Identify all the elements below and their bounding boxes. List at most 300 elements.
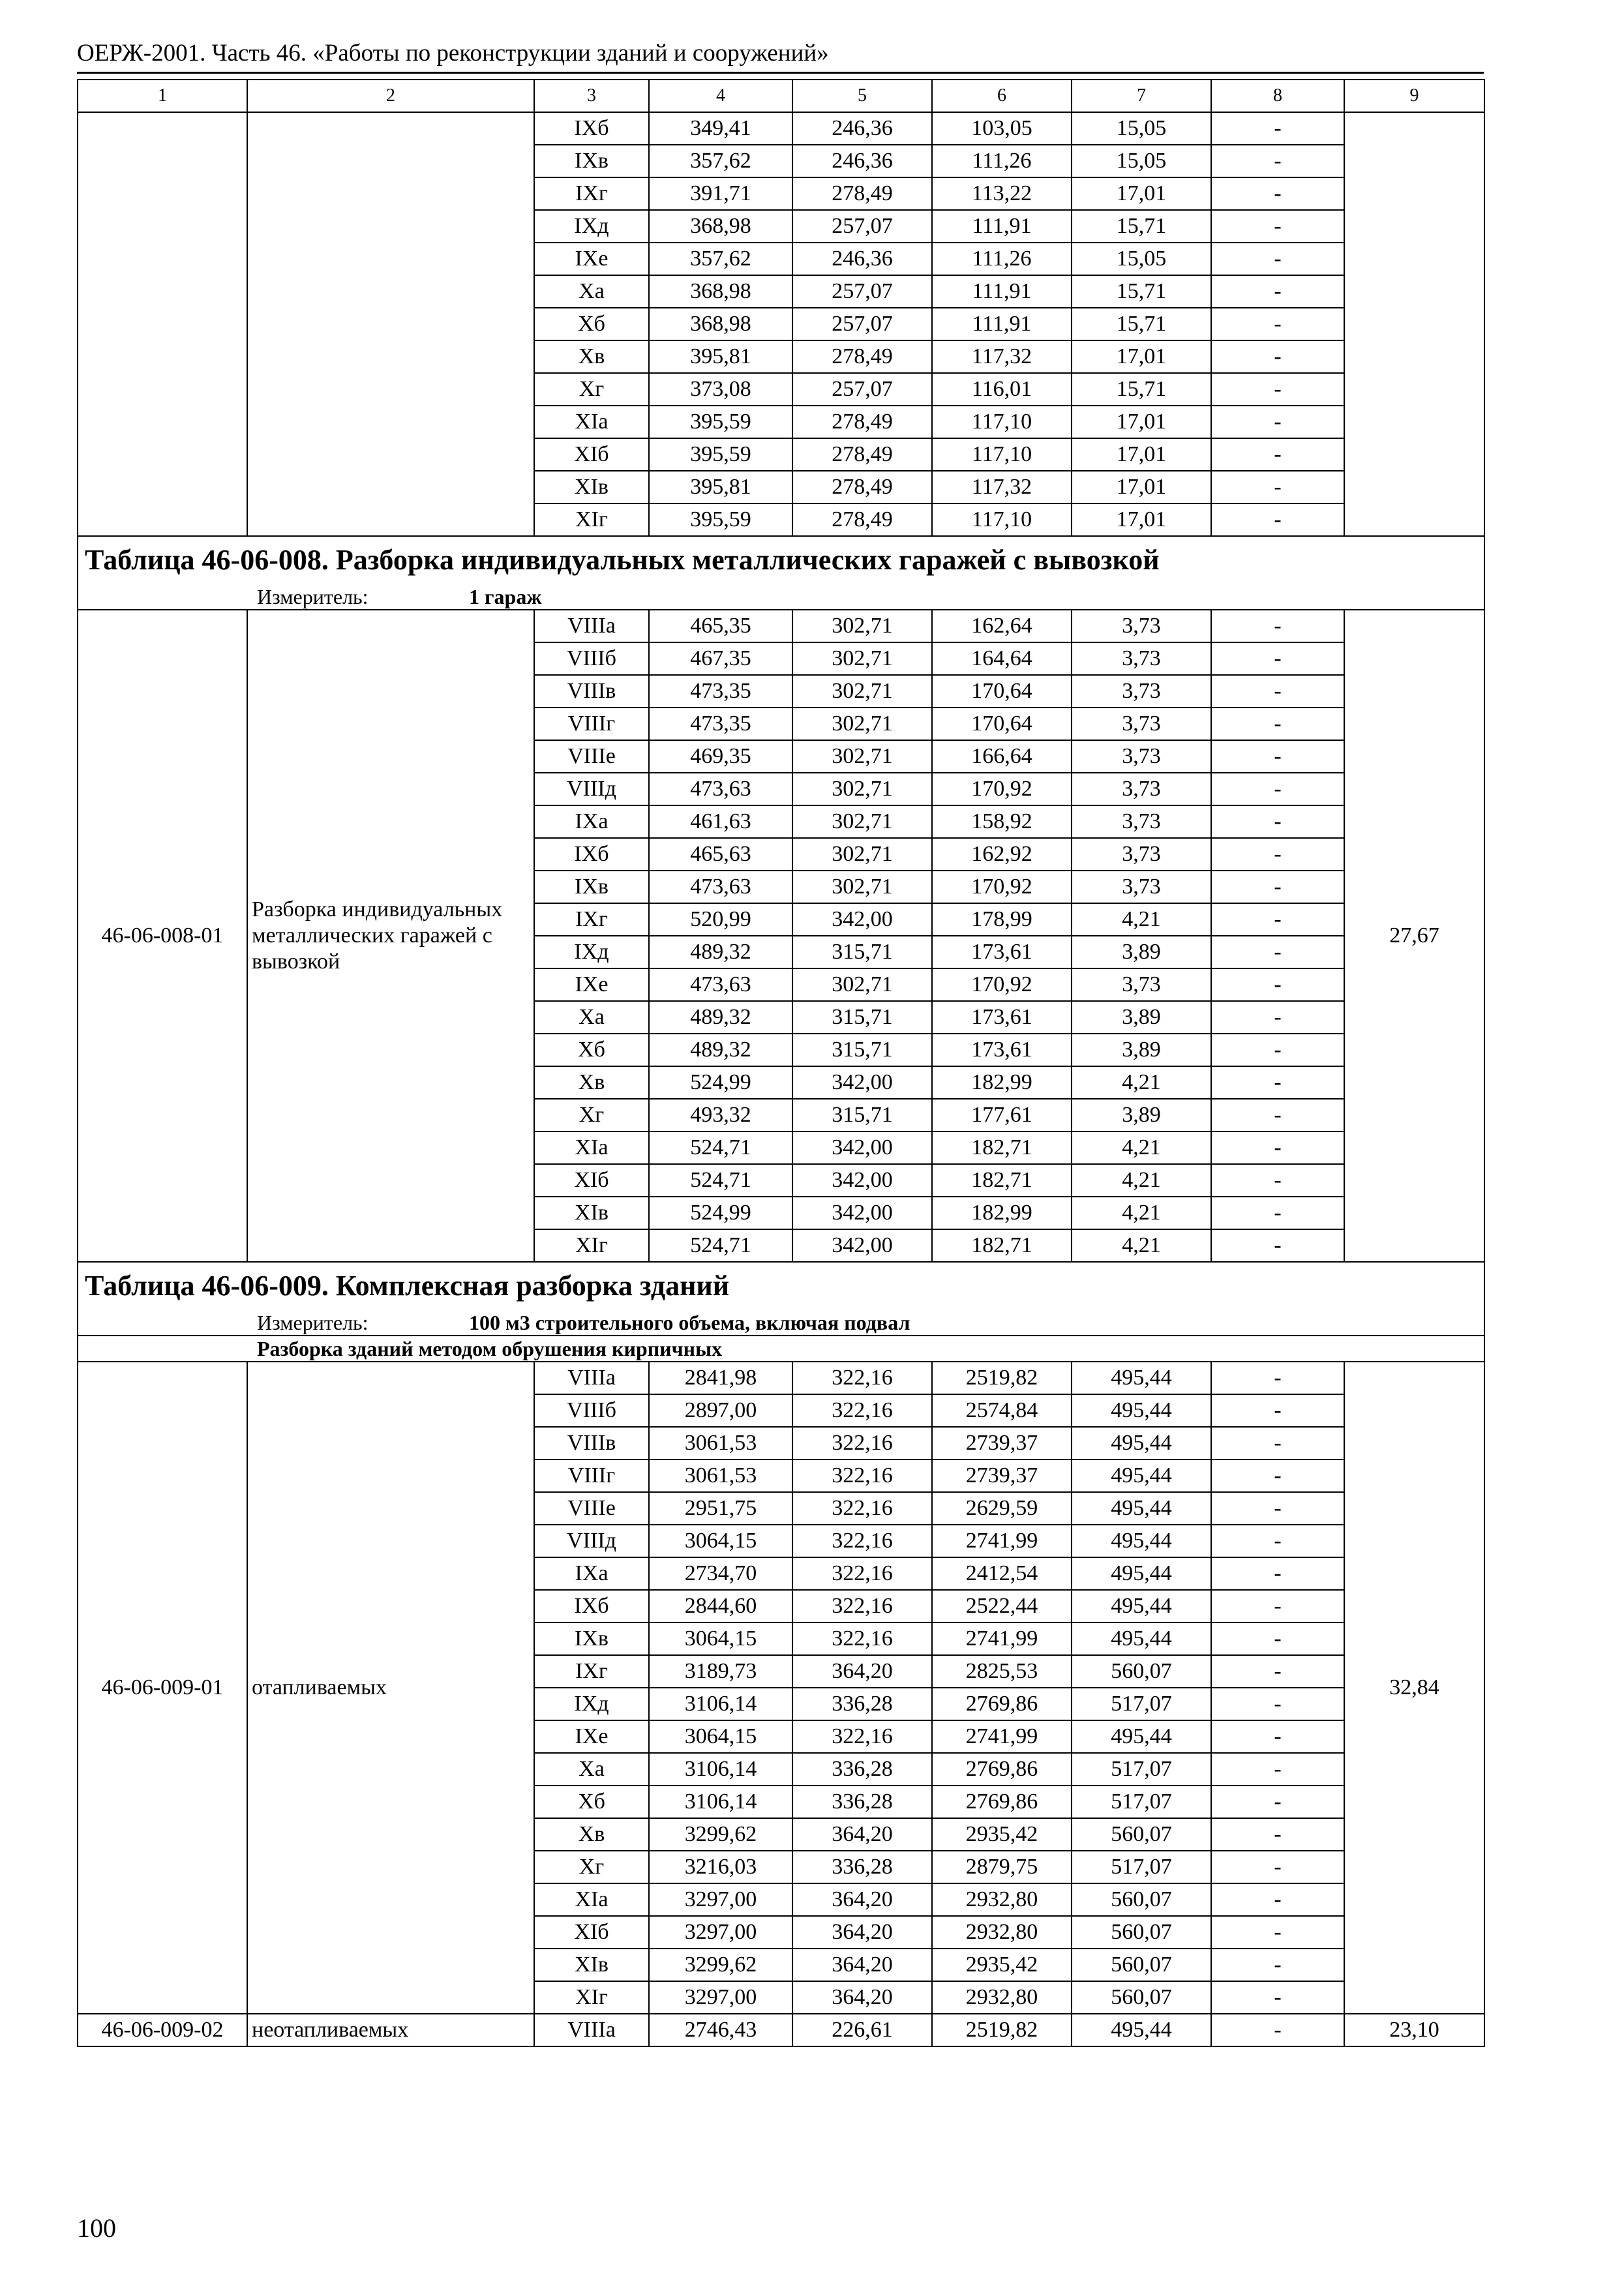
zone-cell: IXд <box>534 936 649 968</box>
machines-cell: 117,10 <box>932 503 1072 536</box>
machines-cell: 182,71 <box>932 1164 1072 1197</box>
materials-cell: - <box>1211 1034 1344 1066</box>
materials-cell: - <box>1211 1851 1344 1883</box>
machinists-wages-cell: 4,21 <box>1072 1229 1211 1262</box>
materials-cell: - <box>1211 1394 1344 1427</box>
zone-cell: VIIIе <box>534 740 649 773</box>
zone-cell: XIг <box>534 1229 649 1262</box>
zone-cell: IXе <box>534 243 649 275</box>
wages-cell: 322,16 <box>792 1525 932 1557</box>
total-cost-cell: 473,35 <box>649 675 792 708</box>
total-cost-cell: 3189,73 <box>649 1655 792 1688</box>
machinists-wages-cell: 3,89 <box>1072 1034 1211 1066</box>
wages-cell: 336,28 <box>792 1786 932 1818</box>
total-cost-cell: 395,81 <box>649 471 792 503</box>
materials-cell: - <box>1211 968 1344 1001</box>
wages-cell: 342,00 <box>792 1131 932 1164</box>
wages-cell: 246,36 <box>792 243 932 275</box>
materials-cell: - <box>1211 112 1344 145</box>
item-code: 46-06-009-01 <box>78 1362 247 2014</box>
machinists-wages-cell: 495,44 <box>1072 1362 1211 1394</box>
wages-cell: 257,07 <box>792 308 932 340</box>
materials-cell: - <box>1211 340 1344 373</box>
wages-cell: 246,36 <box>792 112 932 145</box>
machinists-wages-cell: 3,73 <box>1072 642 1211 675</box>
materials-cell: - <box>1211 675 1344 708</box>
machinists-wages-cell: 3,73 <box>1072 773 1211 805</box>
wages-cell: 322,16 <box>792 1557 932 1590</box>
machinists-wages-cell: 3,89 <box>1072 1099 1211 1131</box>
machinists-wages-cell: 4,21 <box>1072 1197 1211 1229</box>
zone-cell: Xб <box>534 308 649 340</box>
materials-cell: - <box>1211 1981 1344 2014</box>
machines-cell: 2629,59 <box>932 1492 1072 1525</box>
zone-cell: XIб <box>534 1164 649 1197</box>
zone-cell: Xв <box>534 1066 649 1099</box>
wages-cell: 322,16 <box>792 1362 932 1394</box>
total-cost-cell: 489,32 <box>649 936 792 968</box>
machinists-wages-cell: 15,71 <box>1072 210 1211 243</box>
machinists-wages-cell: 4,21 <box>1072 1131 1211 1164</box>
wages-cell: 322,16 <box>792 1427 932 1459</box>
total-cost-cell: 3297,00 <box>649 1981 792 2014</box>
total-cost-cell: 3106,14 <box>649 1786 792 1818</box>
wages-cell: 302,71 <box>792 708 932 740</box>
wages-cell: 315,71 <box>792 1099 932 1131</box>
table-heading: Таблица 46-06-008. Разборка индивидуальных металлических гаражей с вывозкой <box>78 536 1484 584</box>
machinists-wages-cell: 3,73 <box>1072 805 1211 838</box>
zone-cell: Xб <box>534 1786 649 1818</box>
machinists-wages-cell: 3,73 <box>1072 871 1211 903</box>
materials-cell: - <box>1211 838 1344 871</box>
wages-cell: 342,00 <box>792 1229 932 1262</box>
materials-cell: - <box>1211 1557 1344 1590</box>
materials-cell: - <box>1211 210 1344 243</box>
total-cost-cell: 461,63 <box>649 805 792 838</box>
materials-cell: - <box>1211 275 1344 308</box>
item-name: неотапливаемых <box>247 2014 534 2046</box>
machines-cell: 2932,80 <box>932 1916 1072 1949</box>
materials-cell: - <box>1211 1001 1344 1034</box>
total-cost-cell: 473,63 <box>649 968 792 1001</box>
total-cost-cell: 395,81 <box>649 340 792 373</box>
zone-cell: IXд <box>534 1688 649 1720</box>
zone-cell: Xб <box>534 1034 649 1066</box>
machines-cell: 2741,99 <box>932 1525 1072 1557</box>
materials-cell: - <box>1211 740 1344 773</box>
machines-cell: 2741,99 <box>932 1720 1072 1753</box>
empty-name-cell <box>247 112 534 536</box>
total-cost-cell: 2734,70 <box>649 1557 792 1590</box>
total-cost-cell: 524,71 <box>649 1131 792 1164</box>
wages-cell: 322,16 <box>792 1492 932 1525</box>
zone-cell: VIIIa <box>534 2014 649 2046</box>
measure-row <box>78 1309 1484 1336</box>
machinists-wages-cell: 560,07 <box>1072 1981 1211 2014</box>
materials-cell: - <box>1211 1099 1344 1131</box>
total-cost-cell: 395,59 <box>649 503 792 536</box>
wages-cell: 226,61 <box>792 2014 932 2046</box>
wages-cell: 364,20 <box>792 1818 932 1851</box>
materials-cell: - <box>1211 1362 1344 1394</box>
zone-cell: IXб <box>534 1590 649 1623</box>
zone-cell: Xг <box>534 1099 649 1131</box>
total-cost-cell: 489,32 <box>649 1001 792 1034</box>
machines-cell: 2769,86 <box>932 1786 1072 1818</box>
wages-cell: 278,49 <box>792 406 932 438</box>
subheading-row <box>78 1336 1484 1362</box>
materials-cell: - <box>1211 936 1344 968</box>
machines-cell: 182,99 <box>932 1197 1072 1229</box>
zone-cell: Xв <box>534 1818 649 1851</box>
price-cell: 23,10 <box>1344 2014 1484 2046</box>
total-cost-cell: 357,62 <box>649 145 792 177</box>
zone-cell: IXг <box>534 1655 649 1688</box>
wages-cell: 315,71 <box>792 1001 932 1034</box>
materials-cell: - <box>1211 438 1344 471</box>
column-number: 2 <box>247 80 534 112</box>
machines-cell: 2769,86 <box>932 1688 1072 1720</box>
zone-cell: IXв <box>534 871 649 903</box>
page-header-title: ОЕРЖ-2001. Часть 46. «Работы по реконструкции зданий и сооружений» <box>77 40 829 67</box>
measure-cell <box>78 584 1484 610</box>
materials-cell: - <box>1211 642 1344 675</box>
measure-cell <box>78 1309 1484 1336</box>
zone-cell: Xг <box>534 1851 649 1883</box>
machinists-wages-cell: 3,73 <box>1072 968 1211 1001</box>
materials-cell: - <box>1211 1197 1344 1229</box>
total-cost-cell: 524,71 <box>649 1229 792 1262</box>
machines-cell: 170,64 <box>932 708 1072 740</box>
machinists-wages-cell: 560,07 <box>1072 1916 1211 1949</box>
total-cost-cell: 3064,15 <box>649 1720 792 1753</box>
machinists-wages-cell: 517,07 <box>1072 1688 1211 1720</box>
column-number: 4 <box>649 80 792 112</box>
machinists-wages-cell: 15,05 <box>1072 112 1211 145</box>
materials-cell: - <box>1211 1229 1344 1262</box>
machinists-wages-cell: 495,44 <box>1072 1525 1211 1557</box>
wages-cell: 322,16 <box>792 1590 932 1623</box>
zone-cell: XIв <box>534 1197 649 1229</box>
machinists-wages-cell: 17,01 <box>1072 438 1211 471</box>
machinists-wages-cell: 15,05 <box>1072 145 1211 177</box>
wages-cell: 364,20 <box>792 1655 932 1688</box>
machines-cell: 170,92 <box>932 773 1072 805</box>
total-cost-cell: 2897,00 <box>649 1394 792 1427</box>
zone-cell: IXв <box>534 1623 649 1655</box>
machines-cell: 117,10 <box>932 438 1072 471</box>
machinists-wages-cell: 3,89 <box>1072 1001 1211 1034</box>
column-number: 6 <box>932 80 1072 112</box>
zone-cell: Xг <box>534 373 649 406</box>
zone-cell: IXг <box>534 903 649 936</box>
machinists-wages-cell: 3,89 <box>1072 936 1211 968</box>
machinists-wages-cell: 517,07 <box>1072 1786 1211 1818</box>
machines-cell: 166,64 <box>932 740 1072 773</box>
table-row <box>78 1362 1484 1394</box>
materials-cell: - <box>1211 1066 1344 1099</box>
machinists-wages-cell: 3,73 <box>1072 740 1211 773</box>
total-cost-cell: 3061,53 <box>649 1459 792 1492</box>
machinists-wages-cell: 17,01 <box>1072 503 1211 536</box>
column-number: 9 <box>1344 80 1484 112</box>
total-cost-cell: 469,35 <box>649 740 792 773</box>
machines-cell: 170,92 <box>932 871 1072 903</box>
total-cost-cell: 357,62 <box>649 243 792 275</box>
machines-cell: 2519,82 <box>932 2014 1072 2046</box>
machines-cell: 2935,42 <box>932 1818 1072 1851</box>
wages-cell: 302,71 <box>792 805 932 838</box>
zone-cell: VIIIб <box>534 1394 649 1427</box>
column-number: 8 <box>1211 80 1344 112</box>
zone-cell: VIIIд <box>534 1525 649 1557</box>
wages-cell: 322,16 <box>792 1720 932 1753</box>
machines-cell: 2879,75 <box>932 1851 1072 1883</box>
total-cost-cell: 467,35 <box>649 642 792 675</box>
wages-cell: 257,07 <box>792 373 932 406</box>
total-cost-cell: 368,98 <box>649 275 792 308</box>
total-cost-cell: 368,98 <box>649 210 792 243</box>
machinists-wages-cell: 517,07 <box>1072 1851 1211 1883</box>
wages-cell: 246,36 <box>792 145 932 177</box>
machines-cell: 113,22 <box>932 177 1072 210</box>
machinists-wages-cell: 517,07 <box>1072 1753 1211 1786</box>
machinists-wages-cell: 4,21 <box>1072 1164 1211 1197</box>
materials-cell: - <box>1211 2014 1344 2046</box>
machines-cell: 111,91 <box>932 308 1072 340</box>
zone-cell: XIa <box>534 1131 649 1164</box>
zone-cell: VIIIд <box>534 773 649 805</box>
machines-cell: 117,32 <box>932 340 1072 373</box>
machines-cell: 182,71 <box>932 1229 1072 1262</box>
wages-cell: 336,28 <box>792 1753 932 1786</box>
machinists-wages-cell: 4,21 <box>1072 903 1211 936</box>
column-number-row <box>78 80 1484 112</box>
machines-cell: 170,64 <box>932 675 1072 708</box>
machines-cell: 2741,99 <box>932 1623 1072 1655</box>
zone-cell: XIб <box>534 438 649 471</box>
materials-cell: - <box>1211 1459 1344 1492</box>
materials-cell: - <box>1211 1655 1344 1688</box>
wages-cell: 257,07 <box>792 210 932 243</box>
machinists-wages-cell: 3,73 <box>1072 838 1211 871</box>
wages-cell: 302,71 <box>792 610 932 642</box>
table-row <box>78 112 1484 145</box>
materials-cell: - <box>1211 610 1344 642</box>
machines-cell: 173,61 <box>932 936 1072 968</box>
materials-cell: - <box>1211 1427 1344 1459</box>
total-cost-cell: 465,35 <box>649 610 792 642</box>
measure-label: Измеритель: <box>257 584 368 608</box>
materials-cell: - <box>1211 1164 1344 1197</box>
total-cost-cell: 391,71 <box>649 177 792 210</box>
total-cost-cell: 3297,00 <box>649 1916 792 1949</box>
total-cost-cell: 465,63 <box>649 838 792 871</box>
table-row <box>78 2014 1484 2046</box>
table-heading: Таблица 46-06-009. Комплексная разборка зданий <box>78 1262 1484 1309</box>
zone-cell: XIв <box>534 471 649 503</box>
total-cost-cell: 2844,60 <box>649 1590 792 1623</box>
empty-price-cell <box>1344 112 1484 536</box>
materials-cell: - <box>1211 308 1344 340</box>
machinists-wages-cell: 15,71 <box>1072 275 1211 308</box>
column-number: 5 <box>792 80 932 112</box>
total-cost-cell: 524,71 <box>649 1164 792 1197</box>
machines-cell: 173,61 <box>932 1001 1072 1034</box>
machines-cell: 2739,37 <box>932 1427 1072 1459</box>
table-heading-row <box>78 536 1484 584</box>
zone-cell: Xa <box>534 1753 649 1786</box>
wages-cell: 278,49 <box>792 438 932 471</box>
machinists-wages-cell: 17,01 <box>1072 406 1211 438</box>
total-cost-cell: 349,41 <box>649 112 792 145</box>
machines-cell: 170,92 <box>932 968 1072 1001</box>
machinists-wages-cell: 560,07 <box>1072 1818 1211 1851</box>
materials-cell: - <box>1211 145 1344 177</box>
total-cost-cell: 524,99 <box>649 1197 792 1229</box>
wages-cell: 302,71 <box>792 675 932 708</box>
machines-cell: 117,32 <box>932 471 1072 503</box>
zone-cell: VIIIе <box>534 1492 649 1525</box>
section-subheading: Разборка зданий методом обрушения кирпичных <box>78 1336 1484 1362</box>
machinists-wages-cell: 560,07 <box>1072 1949 1211 1981</box>
machinists-wages-cell: 495,44 <box>1072 1427 1211 1459</box>
wages-cell: 336,28 <box>792 1851 932 1883</box>
wages-cell: 315,71 <box>792 1034 932 1066</box>
table-heading-row <box>78 1262 1484 1309</box>
machines-cell: 111,91 <box>932 275 1072 308</box>
total-cost-cell: 3064,15 <box>649 1623 792 1655</box>
machines-cell: 2932,80 <box>932 1981 1072 2014</box>
materials-cell: - <box>1211 406 1344 438</box>
wages-cell: 336,28 <box>792 1688 932 1720</box>
wages-cell: 315,71 <box>792 936 932 968</box>
machines-cell: 177,61 <box>932 1099 1072 1131</box>
machines-cell: 2739,37 <box>932 1459 1072 1492</box>
machinists-wages-cell: 560,07 <box>1072 1655 1211 1688</box>
wages-cell: 364,20 <box>792 1981 932 2014</box>
zone-cell: IXa <box>534 1557 649 1590</box>
machinists-wages-cell: 495,44 <box>1072 2014 1211 2046</box>
zone-cell: IXг <box>534 177 649 210</box>
machines-cell: 103,05 <box>932 112 1072 145</box>
materials-cell: - <box>1211 871 1344 903</box>
machines-cell: 117,10 <box>932 406 1072 438</box>
zone-cell: XIг <box>534 503 649 536</box>
zone-cell: Xa <box>534 1001 649 1034</box>
machines-cell: 111,26 <box>932 145 1072 177</box>
total-cost-cell: 2746,43 <box>649 2014 792 2046</box>
machines-cell: 111,26 <box>932 243 1072 275</box>
wages-cell: 302,71 <box>792 968 932 1001</box>
wages-cell: 278,49 <box>792 503 932 536</box>
wages-cell: 364,20 <box>792 1916 932 1949</box>
zone-cell: IXе <box>534 1720 649 1753</box>
machines-cell: 2935,42 <box>932 1949 1072 1981</box>
empty-code-cell <box>78 112 247 536</box>
header-rule <box>77 72 1484 74</box>
machinists-wages-cell: 495,44 <box>1072 1394 1211 1427</box>
machines-cell: 2522,44 <box>932 1590 1072 1623</box>
materials-cell: - <box>1211 471 1344 503</box>
materials-cell: - <box>1211 1623 1344 1655</box>
total-cost-cell: 3216,03 <box>649 1851 792 1883</box>
table-row <box>78 610 1484 642</box>
zone-cell: XIa <box>534 406 649 438</box>
materials-cell: - <box>1211 1525 1344 1557</box>
materials-cell: - <box>1211 1131 1344 1164</box>
price-cell: 32,84 <box>1344 1362 1484 2014</box>
total-cost-cell: 3106,14 <box>649 1753 792 1786</box>
zone-cell: IXб <box>534 838 649 871</box>
zone-cell: VIIIa <box>534 610 649 642</box>
materials-cell: - <box>1211 373 1344 406</box>
total-cost-cell: 3106,14 <box>649 1688 792 1720</box>
column-number: 3 <box>534 80 649 112</box>
machinists-wages-cell: 495,44 <box>1072 1492 1211 1525</box>
machinists-wages-cell: 495,44 <box>1072 1590 1211 1623</box>
wages-cell: 342,00 <box>792 1164 932 1197</box>
total-cost-cell: 3297,00 <box>649 1883 792 1916</box>
wages-cell: 302,71 <box>792 871 932 903</box>
machinists-wages-cell: 17,01 <box>1072 340 1211 373</box>
machinists-wages-cell: 495,44 <box>1072 1459 1211 1492</box>
materials-cell: - <box>1211 1753 1344 1786</box>
machines-cell: 164,64 <box>932 642 1072 675</box>
zone-cell: IXб <box>534 112 649 145</box>
wages-cell: 342,00 <box>792 1197 932 1229</box>
machines-cell: 173,61 <box>932 1034 1072 1066</box>
item-name: Разборка индивидуальных металлических гаражей с вывозкой <box>247 610 534 1262</box>
item-code: 46-06-008-01 <box>78 610 247 1262</box>
machinists-wages-cell: 4,21 <box>1072 1066 1211 1099</box>
total-cost-cell: 3299,62 <box>649 1949 792 1981</box>
total-cost-cell: 493,32 <box>649 1099 792 1131</box>
machinists-wages-cell: 3,73 <box>1072 675 1211 708</box>
wages-cell: 342,00 <box>792 1066 932 1099</box>
materials-cell: - <box>1211 503 1344 536</box>
measure-value: 100 м3 строительного объема, включая подвал <box>469 1310 910 1334</box>
machines-cell: 116,01 <box>932 373 1072 406</box>
materials-cell: - <box>1211 903 1344 936</box>
total-cost-cell: 368,98 <box>649 308 792 340</box>
wages-cell: 257,07 <box>792 275 932 308</box>
materials-cell: - <box>1211 1949 1344 1981</box>
page-number: 100 <box>77 2213 116 2243</box>
zone-cell: IXa <box>534 805 649 838</box>
wages-cell: 322,16 <box>792 1623 932 1655</box>
zone-cell: VIIIв <box>534 675 649 708</box>
price-cell: 27,67 <box>1344 610 1484 1262</box>
materials-cell: - <box>1211 1786 1344 1818</box>
machinists-wages-cell: 3,73 <box>1072 610 1211 642</box>
price-table-body <box>78 80 1484 2046</box>
measure-label: Измеритель: <box>257 1310 368 1334</box>
wages-cell: 278,49 <box>792 177 932 210</box>
measure-value: 1 гараж <box>469 584 542 608</box>
wages-cell: 302,71 <box>792 773 932 805</box>
machines-cell: 2519,82 <box>932 1362 1072 1394</box>
machines-cell: 162,64 <box>932 610 1072 642</box>
machinists-wages-cell: 495,44 <box>1072 1720 1211 1753</box>
zone-cell: XIa <box>534 1883 649 1916</box>
wages-cell: 342,00 <box>792 903 932 936</box>
materials-cell: - <box>1211 177 1344 210</box>
total-cost-cell: 373,08 <box>649 373 792 406</box>
total-cost-cell: 3064,15 <box>649 1525 792 1557</box>
machinists-wages-cell: 495,44 <box>1072 1623 1211 1655</box>
column-number: 7 <box>1072 80 1211 112</box>
